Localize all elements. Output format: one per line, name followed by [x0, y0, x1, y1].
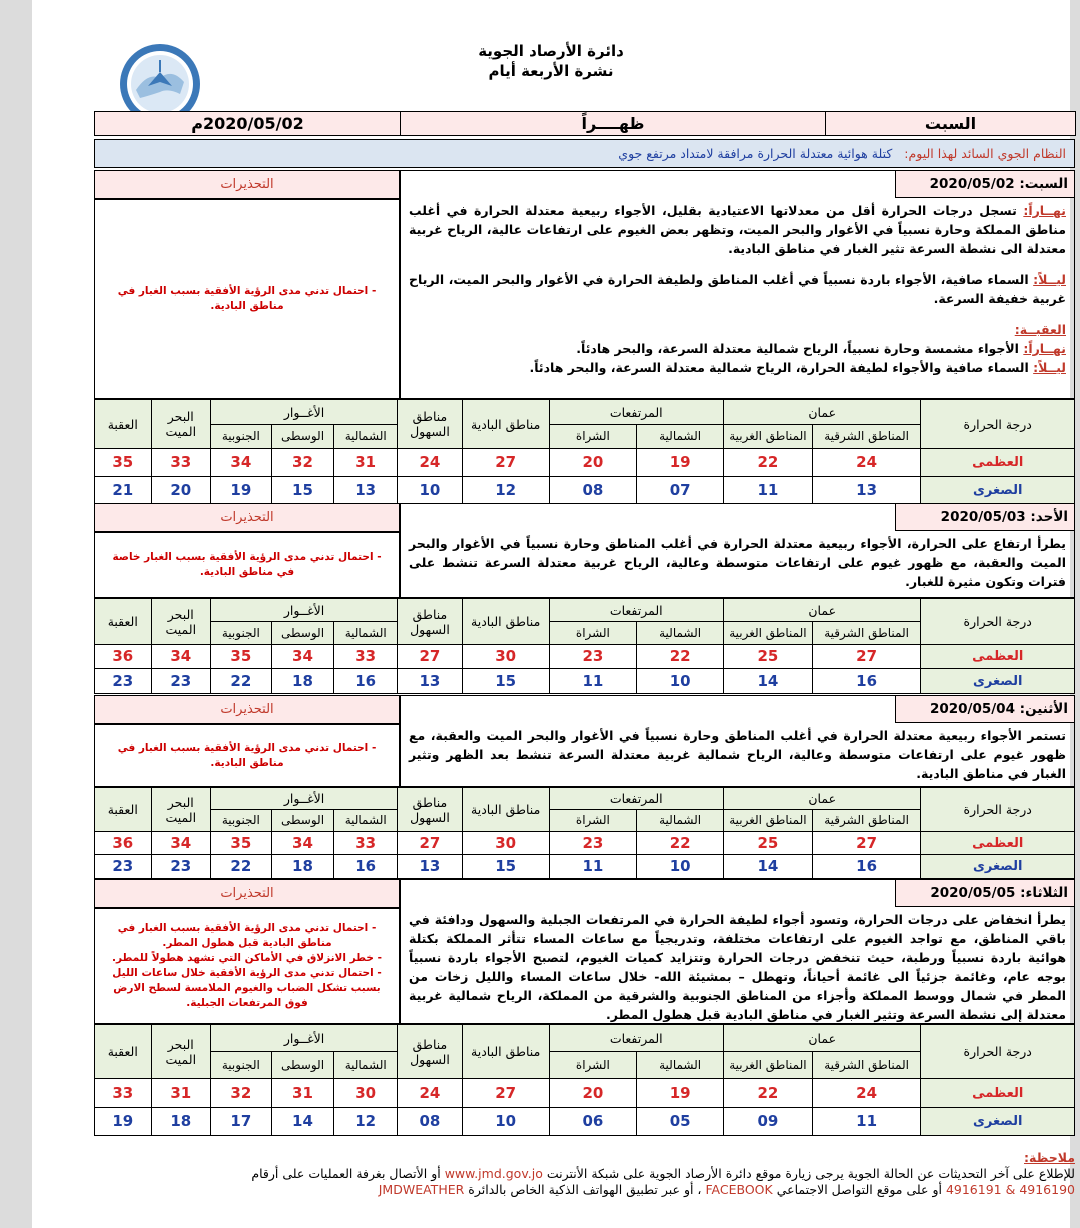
temp-caption: درجة الحرارة: [921, 1025, 1075, 1079]
aghwar-middle-header: الوسطى: [271, 810, 334, 832]
min-label: الصغرى: [921, 669, 1075, 694]
min-cell: 18: [151, 1108, 211, 1136]
max-cell: 36: [95, 645, 152, 669]
min-cell: 23: [151, 669, 211, 694]
aghwar-south-header: الجنوبية: [211, 810, 272, 832]
max-row: [95, 449, 1075, 477]
deadsea-header: البحر الميت: [151, 1025, 211, 1079]
aghwar-middle-header: الوسطى: [271, 425, 334, 449]
max-cell: 34: [151, 832, 211, 855]
aqaba-header: العقبة: [95, 788, 152, 832]
forecast-paragraph: نهــاراً: تسجل درجات الحرارة أقل من معدلاتها الاعتيادية بقليل، الأجواء ربيعية معتدلة الحرارة في أغلب مناطق المملكة وحارة نسبياً في الأغوار والبحر الميت، وتظهر بعض الغيوم على ارتفاعات عالية، الرياح غربية معتدلة الى نشطة السرعة تثير الغبار في مناطق البادية.: [409, 203, 1066, 256]
badia-header: مناطق البادية: [462, 788, 549, 832]
min-cell: 16: [812, 669, 921, 694]
bulletin-page: [32, 0, 1075, 1228]
aqaba-header: العقبة: [95, 400, 152, 449]
max-cell: 24: [398, 1079, 463, 1108]
min-row: [95, 669, 1075, 694]
min-cell: 18: [271, 669, 334, 694]
website-link[interactable]: www.jmd.gov.jo: [444, 1166, 543, 1181]
max-cell: 24: [812, 449, 921, 477]
aghwar-south-header: الجنوبية: [211, 1052, 272, 1079]
title-row: [94, 111, 1076, 136]
warnings-header: التحذيرات: [94, 879, 400, 908]
plains-header: مناطق السهول: [398, 400, 463, 449]
min-cell: 16: [334, 855, 398, 879]
forecast-paragraph: تستمر الأجواء ربيعية معتدلة الحرارة في أغلب المناطق وحارة نسبياً في الأغوار والبحر الميت والعقبة، مع ظهور غيوم على ارتفاعات متوسطة وعالية، الرياح شمالية غربية معتدلة السرعة تنشط بعد الظهر وتثير الغبار في مناطق البادية.: [409, 728, 1066, 781]
system-value: كتلة هوائية معتدلة الحرارة مرافقة لامتداد مرتفع جوي: [618, 146, 893, 161]
amman-west-header: المناطق الغربية: [723, 622, 812, 645]
min-label: الصغرى: [921, 477, 1075, 504]
forecast-paragraph: يطرأ انخفاض على درجات الحرارة، وتسود أجواء لطيفة الحرارة في المرتفعات الجبلية والسهول ودافئة في باقي المناطق، مع تواجد الغيوم على ارتفاعات مختلفة، وتدريجياً مع ساعات المساء تتأثر المملكة بكتلة هوائية باردة نسبياً ورطبة، حيث تنخفض درجات الحرارة وتتزايد كميات الغيوم، لتصبح الأجواء باردة نسبياً بوجه عام، وغائمة جزئياً الى غائمة أحياناً، وتهطل – بمشيئة الله- خلال ساعات المساء والليل زخات من المطر في شمال ووسط المملكة وأجزاء من المناطق الجنوبية والشرقية من المملكة، الرياح شمالية غربية معتدلة إلى نشطة السرعة وتثير الغبار في مناطق البادية قبل هطول المطر.: [409, 912, 1066, 1022]
min-cell: 14: [723, 855, 812, 879]
max-cell: 24: [398, 449, 463, 477]
min-cell: 16: [812, 855, 921, 879]
min-cell: 12: [462, 477, 549, 504]
title-date: 2020/05/02م: [95, 112, 401, 136]
note-title: ملاحظة:: [1024, 1150, 1075, 1165]
amman-header: عمان: [723, 1025, 920, 1052]
max-cell: 34: [211, 449, 272, 477]
warnings-box-3: [94, 724, 400, 787]
app-name: JMDWEATHER: [378, 1182, 465, 1197]
badia-header: مناطق البادية: [462, 1025, 549, 1079]
highlands-north-header: الشمالية: [637, 425, 724, 449]
temp-caption: درجة الحرارة: [921, 400, 1075, 449]
deadsea-header: البحر الميت: [151, 788, 211, 832]
max-label: العظمى: [921, 1079, 1075, 1108]
min-cell: 08: [398, 1108, 463, 1136]
amman-header: عمان: [723, 788, 920, 810]
max-cell: 33: [151, 449, 211, 477]
max-cell: 31: [271, 1079, 334, 1108]
note-line-2: 4916190 & 4916191 أو على موقع التواصل الاجتماعي FACEBOOK ، أو عبر تطبيق الهواتف الذكية الخاص بالدائرة JMDWEATHER: [378, 1182, 1075, 1197]
max-row: [95, 832, 1075, 855]
max-cell: 32: [271, 449, 334, 477]
footer-note: [94, 1150, 1075, 1198]
temperature-table-1: [94, 399, 1075, 504]
highlands-header: المرتفعات: [549, 599, 723, 622]
min-cell: 23: [95, 669, 152, 694]
temperature-table-3: [94, 787, 1075, 879]
forecast-text-3: [400, 695, 1075, 787]
highlands-north-header: الشمالية: [637, 810, 724, 832]
aghwar-north-header: الشمالية: [334, 810, 398, 832]
forecast-text-4: [400, 879, 1075, 1024]
min-cell: 09: [723, 1108, 812, 1136]
min-cell: 13: [812, 477, 921, 504]
highlands-north-header: الشمالية: [637, 622, 724, 645]
amman-west-header: المناطق الغربية: [723, 810, 812, 832]
phone-numbers: 4916190 & 4916191: [945, 1182, 1075, 1197]
weather-system-row: [94, 139, 1075, 168]
max-cell: 33: [95, 1079, 152, 1108]
highlands-header: المرتفعات: [549, 400, 723, 425]
min-row: [95, 1108, 1075, 1136]
warning-item: - احتمال تدني مدى الرؤية الأفقية بسبب الغبار في مناطق البادية.: [117, 741, 377, 769]
bulletin-title: نشرة الأربعة أيام: [488, 62, 614, 80]
max-cell: 22: [723, 1079, 812, 1108]
system-label: النظام الجوي السائد لهذا اليوم:: [904, 146, 1066, 161]
aghwar-north-header: الشمالية: [334, 1052, 398, 1079]
min-cell: 21: [95, 477, 152, 504]
amman-east-header: المناطق الشرقية: [812, 425, 921, 449]
max-cell: 30: [462, 832, 549, 855]
min-label: الصغرى: [921, 855, 1075, 879]
max-cell: 31: [334, 449, 398, 477]
warnings-box-1: [94, 199, 400, 399]
aqaba-paragraph: ليــلاً: السماء صافية والأجواء لطيفة الحرارة، الرياح شمالية معتدلة السرعة، والبحر هادئاً.: [529, 360, 1066, 375]
max-cell: 19: [637, 449, 724, 477]
max-cell: 33: [334, 832, 398, 855]
highlands-sharah-header: الشراة: [549, 622, 637, 645]
max-cell: 35: [211, 645, 272, 669]
badia-header: مناطق البادية: [462, 400, 549, 449]
max-cell: 20: [549, 449, 637, 477]
aqaba-paragraph: نهــاراً: الأجواء مشمسة وحارة نسبياً، الرياح شمالية معتدلة السرعة، والبحر هادئاً.: [576, 341, 1066, 356]
max-cell: 25: [723, 645, 812, 669]
max-cell: 31: [151, 1079, 211, 1108]
date-header-3: الأثنين: 2020/05/04: [895, 695, 1075, 723]
aghwar-header: الأغــوار: [211, 599, 398, 622]
aqaba-header: العقبة: [95, 1025, 152, 1079]
amman-east-header: المناطق الشرقية: [812, 1052, 921, 1079]
plains-header: مناطق السهول: [398, 788, 463, 832]
min-cell: 23: [151, 855, 211, 879]
aqaba-header: العقبة: [95, 599, 152, 645]
aghwar-middle-header: الوسطى: [271, 622, 334, 645]
aghwar-south-header: الجنوبية: [211, 622, 272, 645]
max-cell: 22: [637, 832, 724, 855]
min-cell: 19: [95, 1108, 152, 1136]
forecast-paragraph: يطرأ ارتفاع على الحرارة، الأجواء ربيعية معتدلة الحرارة في أغلب المناطق وحارة نسبياً في الأغوار والبحر الميت والعقبة، مع ظهور غيوم على ارتفاعات متوسطة وعالية، الرياح غربية معتدلة السرعة تنشط على فترات وتكون مثيرة للغبار.: [409, 536, 1066, 589]
max-cell: 23: [549, 832, 637, 855]
max-cell: 36: [95, 832, 152, 855]
temperature-table-4: [94, 1024, 1075, 1136]
max-row: [95, 1079, 1075, 1108]
forecast-text-2: [400, 503, 1075, 598]
plains-header: مناطق السهول: [398, 1025, 463, 1079]
min-cell: 11: [549, 669, 637, 694]
max-cell: 27: [398, 832, 463, 855]
max-cell: 33: [334, 645, 398, 669]
min-cell: 11: [549, 855, 637, 879]
aghwar-middle-header: الوسطى: [271, 1052, 334, 1079]
left-margin-strip: [0, 0, 32, 1228]
min-cell: 07: [637, 477, 724, 504]
aghwar-south-header: الجنوبية: [211, 425, 272, 449]
max-cell: 27: [812, 832, 921, 855]
max-cell: 30: [462, 645, 549, 669]
facebook-link[interactable]: FACEBOOK: [705, 1182, 773, 1197]
temperature-table-2: [94, 598, 1075, 694]
aghwar-header: الأغــوار: [211, 1025, 398, 1052]
title-day: السبت: [826, 112, 1076, 136]
min-cell: 13: [398, 855, 463, 879]
warning-item: - احتمال تدني مدى الرؤية الأفقية خلال ساعات الليل بسبب تشكل الضباب والغيوم الملامسة لسطح الارض فوق المرتفعات الجبلية.: [112, 967, 382, 1009]
min-cell: 20: [151, 477, 211, 504]
max-cell: 27: [812, 645, 921, 669]
max-cell: 32: [211, 1079, 272, 1108]
note-line-1: للإطلاع على آخر التحديثات عن الحالة الجوية يرجى زيارة موقع دائرة الأرصاد الجوية على شبكة الأنترنت www.jmd.gov.jo أو الأتصال بغرفة العمليات على أرقام: [251, 1166, 1075, 1181]
amman-header: عمان: [723, 599, 920, 622]
max-cell: 27: [462, 449, 549, 477]
min-cell: 13: [334, 477, 398, 504]
max-label: العظمى: [921, 832, 1075, 855]
min-cell: 22: [211, 669, 272, 694]
highlands-sharah-header: الشراة: [549, 425, 637, 449]
max-cell: 23: [549, 645, 637, 669]
max-cell: 25: [723, 832, 812, 855]
amman-west-header: المناطق الغربية: [723, 1052, 812, 1079]
min-cell: 19: [211, 477, 272, 504]
max-cell: 34: [271, 832, 334, 855]
forecast-paragraph: ليــلاً: السماء صافية، الأجواء باردة نسبياً في أغلب المناطق ولطيفة الحرارة في الأغوار والبحر الميت، الرياح غربية خفيفة السرعة.: [409, 272, 1066, 306]
max-cell: 24: [812, 1079, 921, 1108]
deadsea-header: البحر الميت: [151, 400, 211, 449]
min-cell: 05: [637, 1108, 724, 1136]
min-cell: 10: [637, 855, 724, 879]
amman-west-header: المناطق الغربية: [723, 425, 812, 449]
max-cell: 19: [637, 1079, 724, 1108]
warnings-box-2: [94, 532, 400, 598]
max-cell: 20: [549, 1079, 637, 1108]
min-cell: 06: [549, 1108, 637, 1136]
warning-item: - احتمال تدني مدى الرؤية الأفقية بسبب الغبار خاصة في مناطق البادية.: [112, 551, 382, 578]
highlands-north-header: الشمالية: [637, 1052, 724, 1079]
highlands-sharah-header: الشراة: [549, 1052, 637, 1079]
aghwar-header: الأغــوار: [211, 400, 398, 425]
max-label: العظمى: [921, 645, 1075, 669]
warnings-box-4: [94, 908, 400, 1024]
highlands-sharah-header: الشراة: [549, 810, 637, 832]
org-title: دائرة الأرصاد الجوية: [478, 42, 624, 60]
max-cell: 27: [398, 645, 463, 669]
min-cell: 10: [637, 669, 724, 694]
min-cell: 16: [334, 669, 398, 694]
max-cell: 35: [211, 832, 272, 855]
temp-caption: درجة الحرارة: [921, 599, 1075, 645]
min-cell: 18: [271, 855, 334, 879]
max-cell: 22: [723, 449, 812, 477]
title-time: ظهــــراً: [401, 112, 826, 136]
min-row: [95, 477, 1075, 504]
date-header-4: الثلاثاء: 2020/05/05: [895, 879, 1075, 907]
badia-header: مناطق البادية: [462, 599, 549, 645]
plains-header: مناطق السهول: [398, 599, 463, 645]
max-cell: 34: [271, 645, 334, 669]
warning-item: - احتمال تدني مدى الرؤية الأفقية بسبب الغبار في مناطق البادية.: [117, 285, 377, 312]
min-cell: 14: [723, 669, 812, 694]
max-cell: 27: [462, 1079, 549, 1108]
min-cell: 15: [462, 669, 549, 694]
amman-east-header: المناطق الشرقية: [812, 810, 921, 832]
aghwar-header: الأغــوار: [211, 788, 398, 810]
min-cell: 11: [812, 1108, 921, 1136]
max-cell: 30: [334, 1079, 398, 1108]
forecast-text-1: [400, 170, 1075, 399]
aqaba-title: العقبــة:: [1014, 322, 1066, 337]
min-cell: 15: [462, 855, 549, 879]
min-cell: 10: [462, 1108, 549, 1136]
min-cell: 14: [271, 1108, 334, 1136]
amman-header: عمان: [723, 400, 920, 425]
aghwar-north-header: الشمالية: [334, 425, 398, 449]
highlands-header: المرتفعات: [549, 1025, 723, 1052]
max-cell: 35: [95, 449, 152, 477]
aghwar-north-header: الشمالية: [334, 622, 398, 645]
max-row: [95, 645, 1075, 669]
min-cell: 23: [95, 855, 152, 879]
warnings-header: التحذيرات: [94, 695, 400, 724]
warnings-header: التحذيرات: [94, 503, 400, 532]
warnings-header: التحذيرات: [94, 170, 400, 199]
date-header-2: الأحد: 2020/05/03: [895, 503, 1075, 531]
min-label: الصغرى: [921, 1108, 1075, 1136]
min-cell: 11: [723, 477, 812, 504]
date-header-1: السبت: 2020/05/02: [895, 170, 1075, 198]
min-cell: 13: [398, 669, 463, 694]
min-cell: 15: [271, 477, 334, 504]
deadsea-header: البحر الميت: [151, 599, 211, 645]
min-cell: 17: [211, 1108, 272, 1136]
min-row: [95, 855, 1075, 879]
temp-caption: درجة الحرارة: [921, 788, 1075, 832]
max-cell: 22: [637, 645, 724, 669]
amman-east-header: المناطق الشرقية: [812, 622, 921, 645]
max-label: العظمى: [921, 449, 1075, 477]
min-cell: 22: [211, 855, 272, 879]
warning-item: - احتمال تدني مدى الرؤية الأفقية بسبب الغبار في مناطق البادية قبل هطول المطر.: [117, 922, 377, 949]
min-cell: 12: [334, 1108, 398, 1136]
max-cell: 34: [151, 645, 211, 669]
min-cell: 10: [398, 477, 463, 504]
highlands-header: المرتفعات: [549, 788, 723, 810]
warning-item: - خطر الانزلاق في الأماكن التي تشهد هطولاً للمطر.: [112, 952, 382, 964]
min-cell: 08: [549, 477, 637, 504]
